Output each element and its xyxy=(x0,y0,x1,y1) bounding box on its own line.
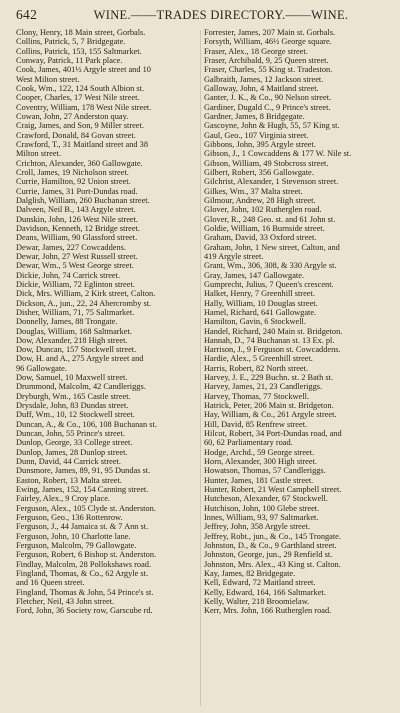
directory-entry xyxy=(16,588,196,597)
directory-entry xyxy=(16,187,196,196)
entry-line: Hamilton, Gavin, 6 Stockwell. xyxy=(204,317,306,327)
entry-line: Johnston, D., & Co., 9 Garthland street. xyxy=(204,541,337,551)
entry-line: Gardiner, Dugald C., 9 Prince's street. xyxy=(204,102,331,112)
directory-entry xyxy=(16,560,196,569)
directory-entry xyxy=(204,560,388,569)
entry-line: Ferguson, Alex., 105 Clyde st. Anderston. xyxy=(16,503,156,513)
entry-line: Dalglish, William, 260 Buchanan street. xyxy=(16,195,150,205)
entry-line: Cowan, John, 27 Anderston quay. xyxy=(16,111,129,121)
entry-line: Fingland, Thomas & John, 54 Prince's st. xyxy=(16,587,154,597)
directory-entry xyxy=(204,289,388,298)
entry-line: Dickson, A., jun., 22, 24 Abercromby st. xyxy=(16,298,152,308)
directory-entry xyxy=(204,466,388,475)
entry-continuation: Milton street. xyxy=(16,149,61,159)
directory-entry xyxy=(16,37,196,46)
directory-entry xyxy=(16,243,196,252)
directory-entry xyxy=(204,345,388,354)
entry-line: Dewar, Wm., 5 West George street. xyxy=(16,261,134,271)
entry-line: Ferguson, Robert, 6 Bishop st. Anderston. xyxy=(16,550,157,560)
entry-line: Horn, Alexander, 300 High street. xyxy=(204,457,317,467)
directory-entry xyxy=(204,280,388,289)
directory-entry xyxy=(204,187,388,196)
directory-entry xyxy=(204,75,388,84)
directory-entry xyxy=(204,448,388,457)
entry-line: Dunlop, James, 28 Dunlop street. xyxy=(16,447,128,457)
entry-line: Coventry, William, 178 West Nile street. xyxy=(16,102,152,112)
directory-entry xyxy=(16,532,196,541)
entry-line: Conway, Patrick, 11 Park place. xyxy=(16,55,123,65)
directory-entry xyxy=(16,261,196,270)
directory-entry xyxy=(204,392,388,401)
entry-line: Hay, William, & Co., 261 Argyle street. xyxy=(204,410,337,420)
entry-line: Fingland, Thomas, & Co., 62 Argyle st. xyxy=(16,569,149,579)
entry-line: Harris, Robert, 82 North street. xyxy=(204,363,309,373)
directory-entry xyxy=(16,299,196,308)
entry-line: Dunskin, John, 126 West Nile street. xyxy=(16,214,139,224)
entry-line: Fairley, Alex., 9 Croy place. xyxy=(16,494,110,504)
directory-entry xyxy=(204,420,388,429)
entry-line: Donnelly, James, 88 Trongate. xyxy=(16,317,118,327)
entry-line: Dalveen, Neil B., 143 Argyle street. xyxy=(16,205,136,215)
entry-line: Gray, James, 147 Gallowgate. xyxy=(204,270,305,280)
directory-entry xyxy=(204,606,388,615)
entry-line: Clony, Henry, 18 Main street, Gorbals. xyxy=(16,28,146,37)
entry-line: Dow, H. and A., 275 Argyle street and xyxy=(16,354,144,364)
directory-entry xyxy=(204,401,388,410)
directory-entry xyxy=(16,410,196,419)
entry-line: Kay, James, 82 Bridgegate. xyxy=(204,569,296,579)
entry-line: Dickie, William, 72 Eglinton street. xyxy=(16,279,135,289)
directory-entry xyxy=(16,317,196,326)
directory-entry xyxy=(16,196,196,205)
entry-line: Hodge, Archd., 59 George street. xyxy=(204,447,315,457)
entry-line: Goldie, William, 16 Burnside street. xyxy=(204,223,325,233)
directory-entry xyxy=(204,504,388,513)
entry-line: Graham, David, 33 Oxford street. xyxy=(204,233,317,243)
directory-entry xyxy=(204,215,388,224)
directory-entry xyxy=(204,103,388,112)
entry-line: Disher, William, 71, 75 Saltmarket. xyxy=(16,307,135,317)
directory-entry xyxy=(204,177,388,186)
directory-entry xyxy=(16,112,196,121)
page-header xyxy=(16,7,388,23)
entry-line: Kell, Edward, 72 Maitland street. xyxy=(204,578,316,588)
entry-line: Forrester, James, 207 Main st. Gorbals. xyxy=(204,28,336,37)
directory-entry xyxy=(16,485,196,494)
entry-line: Gibson, J., 1 Cowcaddens & 177 W. Nile st. xyxy=(204,149,352,159)
entry-line: Gilmour, Andrew, 28 High street. xyxy=(204,195,316,205)
entry-line: Dewar, James, 227 Cowcaddens. xyxy=(16,242,126,252)
entry-line: Collins, Patrick, 5, 7 Bridgegate. xyxy=(16,37,126,47)
entry-line: Duff, Wm., 10, 12 Stockwell street. xyxy=(16,410,135,420)
directory-entry xyxy=(204,494,388,503)
entry-line: Crawford, T., 31 Maitland street and 38 xyxy=(16,139,149,149)
directory-entry xyxy=(16,522,196,531)
entry-line: Fletcher, Neil, 43 John street. xyxy=(16,597,115,607)
directory-entry xyxy=(204,327,388,336)
directory-entry xyxy=(204,196,388,205)
directory-entry xyxy=(204,205,388,214)
entry-line: Hannah, D., 74 Buchanan st. 13 Ex. pl. xyxy=(204,335,335,345)
directory-entry xyxy=(16,354,196,373)
directory-entry xyxy=(204,224,388,233)
entry-line: Kelly, Walter, 218 Broomielaw. xyxy=(204,597,310,607)
directory-entry xyxy=(204,513,388,522)
directory-entry xyxy=(204,354,388,363)
directory-entry xyxy=(204,261,388,270)
directory-entry xyxy=(16,159,196,168)
directory-entry xyxy=(204,47,388,56)
entry-line: Dick, Mrs. William, 2 Kirk street, Calton. xyxy=(16,289,156,299)
entry-line: Galloway, John, 4 Maitland street. xyxy=(204,83,319,93)
entry-line: Galbraith, James, 12 Jackson street. xyxy=(204,74,324,84)
directory-entry xyxy=(204,522,388,531)
directory-entry xyxy=(16,205,196,214)
directory-entry xyxy=(204,541,388,550)
directory-entry xyxy=(204,299,388,308)
directory-entry xyxy=(16,84,196,93)
directory-entry xyxy=(204,597,388,606)
directory-entry xyxy=(16,336,196,345)
directory-entry xyxy=(16,271,196,280)
directory-entry xyxy=(16,327,196,336)
entry-continuation: and 16 Queen street. xyxy=(16,578,85,588)
directory-entry xyxy=(16,168,196,177)
directory-entry xyxy=(16,131,196,140)
entry-line: Cook, James, 401½ Argyle street and 10 xyxy=(16,65,151,75)
directory-entry xyxy=(16,103,196,112)
directory-entry xyxy=(204,93,388,102)
directory-entry xyxy=(16,457,196,466)
entry-line: Gilbert, Robert, 356 Gallowgate. xyxy=(204,167,314,177)
entry-line: Gascoyne, John & Hugh, 55, 57 King st. xyxy=(204,121,340,131)
entry-line: Ewing, James, 152, 154 Canning street. xyxy=(16,485,149,495)
entry-line: Glover, R., 248 Geo. st. and 61 John st. xyxy=(204,214,336,224)
directory-entry xyxy=(204,140,388,149)
directory-entry xyxy=(16,466,196,475)
directory-entry xyxy=(204,336,388,345)
directory-entry xyxy=(204,532,388,541)
entry-line: Gardner, James, 8 Bridgegate. xyxy=(204,111,305,121)
directory-entry xyxy=(204,550,388,559)
entry-line: Dow, Alexander, 218 High street. xyxy=(16,335,128,345)
directory-entry xyxy=(204,578,388,587)
directory-entry xyxy=(16,597,196,606)
directory-entry xyxy=(204,149,388,158)
directory-entry xyxy=(204,317,388,326)
entry-line: Drysdale, John, 83 Dundas street. xyxy=(16,401,129,411)
entry-line: Ferguson, Geo., 136 Rottenrow. xyxy=(16,513,123,523)
entry-line: Innes, William, 93, 97 Saltmarket. xyxy=(204,513,319,523)
directory-entry xyxy=(204,308,388,317)
directory-entry xyxy=(16,476,196,485)
entry-line: Hally, William, 10 Douglas street. xyxy=(204,298,318,308)
directory-entry xyxy=(16,28,196,37)
entry-line: Duncan, A., & Co., 106, 108 Buchanan st. xyxy=(16,419,157,429)
entry-line: Dryburgh, Wm., 165 Castle street. xyxy=(16,391,131,401)
entry-line: Hunter, Robert, 21 West Campbell street. xyxy=(204,485,342,495)
directory-entry xyxy=(204,364,388,373)
running-title: WINE.——TRADES DIRECTORY.——WINE. xyxy=(93,8,349,22)
directory-entry xyxy=(16,140,196,159)
entry-line: Croll, James, 19 Nicholson street. xyxy=(16,167,129,177)
entry-line: Handel, Richard, 240 Main st. Bridgeton. xyxy=(204,326,343,336)
directory-entry xyxy=(204,233,388,242)
directory-entry xyxy=(16,93,196,102)
directory-entry xyxy=(204,410,388,419)
entry-line: Dewar, John, 27 West Russell street. xyxy=(16,251,138,261)
entry-line: Johnston, George, jun., 29 Renfield st. xyxy=(204,550,333,560)
entry-continuation: 96 Gallowgate. xyxy=(16,363,67,373)
directory-entry xyxy=(16,513,196,522)
directory-entry xyxy=(16,541,196,550)
entry-line: Howatson, Thomas, 57 Candleriggs. xyxy=(204,466,326,476)
entry-line: Harvey, J. E., 229 Buchn. st. 2 Bath st. xyxy=(204,373,334,383)
entry-line: Davidson, Kenneth, 12 Bridge street. xyxy=(16,223,140,233)
directory-entry xyxy=(204,168,388,177)
page-number: 642 xyxy=(16,7,38,22)
entry-line: Ganter, J. K., & Co., 90 Nelson street. xyxy=(204,93,332,103)
directory-entry xyxy=(16,345,196,354)
directory-entry xyxy=(16,373,196,382)
entry-line: Findlay, Malcolm, 28 Pollokshaws road. xyxy=(16,559,152,569)
directory-entry xyxy=(204,382,388,391)
entry-line: Hill, David, 85 Renfrew street. xyxy=(204,419,308,429)
entry-line: Ford, John, 36 Society row, Garscube rd. xyxy=(16,606,153,616)
entry-line: Dunlop, George, 33 College street. xyxy=(16,438,133,448)
entry-continuation: 419 Argyle street. xyxy=(204,251,264,261)
entry-line: Hutchison, John, 100 Glebe street. xyxy=(204,503,320,513)
entry-line: Jeffrey, Robt., jun., & Co., 145 Trongate. xyxy=(204,531,341,541)
directory-entry xyxy=(16,382,196,391)
entry-line: Cook, Wm., 122, 124 South Albion st. xyxy=(16,83,145,93)
directory-entry xyxy=(16,224,196,233)
left-column xyxy=(16,28,196,708)
directory-entry xyxy=(16,280,196,289)
directory-entry xyxy=(16,420,196,429)
directory-entry xyxy=(204,28,388,37)
entry-line: Kelly, Edward, 164, 166 Saltmarket. xyxy=(204,587,326,597)
entry-continuation: 60, 62 Parliamentary road. xyxy=(204,438,293,448)
directory-entry xyxy=(204,485,388,494)
entry-line: Douglas, William, 168 Saltmarket. xyxy=(16,326,132,336)
directory-entry xyxy=(204,37,388,46)
directory-entry xyxy=(16,215,196,224)
entry-line: Harrison, J., 9 Ferguson st. Cowcaddens. xyxy=(204,345,341,355)
directory-entry xyxy=(16,252,196,261)
entry-line: Gilkes, Wm., 37 Malta street. xyxy=(204,186,303,196)
entry-line: Ferguson, John, 10 Charlotte lane. xyxy=(16,531,131,541)
entry-line: Drummond, Malcolm, 42 Candleriggs. xyxy=(16,382,146,392)
directory-entry xyxy=(16,438,196,447)
entry-line: Cooper, Charles, 17 West Nile street. xyxy=(16,93,140,103)
directory-entry xyxy=(16,121,196,130)
entry-line: Currie, Hamilton, 92 Union street. xyxy=(16,177,131,187)
entry-line: Forsyth, William, 46½ George square. xyxy=(204,37,332,47)
entry-line: Hardie, Alex., 5 Greenhill street. xyxy=(204,354,313,364)
entry-line: Graham, John, 1 New street, Calton, and xyxy=(204,242,340,252)
directory-entry xyxy=(204,159,388,168)
directory-entry xyxy=(204,429,388,448)
entry-line: Hamel, Richard, 641 Gallowgate. xyxy=(204,307,317,317)
directory-entry xyxy=(204,131,388,140)
directory-entry xyxy=(16,65,196,84)
entry-line: Ferguson, Malcolm, 79 Gallowgate. xyxy=(16,541,137,551)
directory-entry xyxy=(16,56,196,65)
entry-line: Hilcot, Robert, 34 Port-Dundas road, and xyxy=(204,429,342,439)
entry-line: Jeffrey, John, 358 Argyle street. xyxy=(204,522,310,532)
directory-entry xyxy=(204,121,388,130)
entry-line: Gibson, William, 49 Stobcross street. xyxy=(204,158,329,168)
directory-entry xyxy=(204,457,388,466)
entry-line: Gumprecht, Julius, 7 Queen's crescent. xyxy=(204,279,334,289)
entry-line: Gilchrist, Alexander, 1 Stevenson street. xyxy=(204,177,339,187)
directory-entry xyxy=(16,550,196,559)
entry-line: Dow, Duncan, 157 Stockwell street. xyxy=(16,345,137,355)
entry-line: Fraser, Archibald, 9, 25 Queen street. xyxy=(204,55,329,65)
entry-line: Johnston, Mrs. Alex., 43 King st. Calton. xyxy=(204,559,341,569)
directory-entry xyxy=(16,177,196,186)
directory-entry xyxy=(16,429,196,438)
directory-entry xyxy=(204,569,388,578)
directory-entry xyxy=(16,448,196,457)
entry-line: Deans, William, 90 Glassford street. xyxy=(16,233,138,243)
entry-line: Crichton, Alexander, 360 Gallowgate. xyxy=(16,158,143,168)
directory-entry xyxy=(16,606,196,615)
entry-line: Dow, Samuel, 10 Maxwell street. xyxy=(16,373,128,383)
directory-entry xyxy=(16,47,196,56)
entry-line: Craig, James, and Son, 9 Miller street. xyxy=(16,121,144,131)
column-divider xyxy=(200,30,201,706)
directory-entry xyxy=(204,112,388,121)
right-column xyxy=(204,28,388,708)
entry-line: Hatrick, Peter, 206 Main st. Bridgeton. xyxy=(204,401,334,411)
directory-entry xyxy=(204,84,388,93)
entry-line: Glover, John, 102 Rutherglen road. xyxy=(204,205,322,215)
entry-line: Fraser, Alex., 18 George street. xyxy=(204,46,308,56)
directory-entry xyxy=(204,56,388,65)
entry-line: Gibbons, John, 395 Argyle street. xyxy=(204,139,316,149)
entry-line: Gaul, Geo., 107 Virginia street. xyxy=(204,130,309,140)
entry-line: Dunsmore, James, 89, 91, 95 Dundas st. xyxy=(16,466,151,476)
directory-entry xyxy=(16,401,196,410)
directory-entry xyxy=(204,65,388,74)
entry-line: Kerr, Mrs. John, 166 Rutherglen road. xyxy=(204,606,332,616)
directory-entry xyxy=(204,271,388,280)
entry-line: Dunn, David, 44 Carrick street. xyxy=(16,457,121,467)
directory-entry xyxy=(16,308,196,317)
directory-entry xyxy=(204,476,388,485)
entry-line: Ferguson, J., 44 Jamaica st. & 7 Ann st. xyxy=(16,522,149,532)
entry-line: Crawford, Donald, 84 Govan street. xyxy=(16,130,136,140)
entry-line: Duncan, John, 55 Prince's street. xyxy=(16,429,125,439)
entry-line: Harvey, James, 21, 23 Candleriggs. xyxy=(204,382,323,392)
entry-line: Hunter, James, 181 Castle street. xyxy=(204,475,314,485)
directory-entry xyxy=(16,289,196,298)
entry-line: Collins, Patrick, 153, 155 Saltmarket. xyxy=(16,46,142,56)
directory-entry xyxy=(16,569,196,588)
directory-entry xyxy=(204,243,388,262)
entry-continuation: West Milton street. xyxy=(16,74,80,84)
entry-line: Hutcheson, Alexander, 67 Stockwell. xyxy=(204,494,328,504)
entry-line: Grant, Wm., 306, 308, & 330 Argyle st. xyxy=(204,261,337,271)
directory-entry xyxy=(16,392,196,401)
entry-line: Dickie, John, 74 Carrick street. xyxy=(16,270,121,280)
entry-line: Currie, James, 31 Port-Dundas road. xyxy=(16,186,138,196)
directory-entry xyxy=(16,494,196,503)
entry-line: Easton, Robert, 13 Malta street. xyxy=(16,475,122,485)
directory-entry xyxy=(204,588,388,597)
directory-entry xyxy=(16,504,196,513)
entry-line: Fraser, Charles, 55 King st. Tradeston. xyxy=(204,65,333,75)
entry-line: Harvey, Thomas, 77 Stockwell. xyxy=(204,391,309,401)
directory-entry xyxy=(204,373,388,382)
directory-entry xyxy=(16,233,196,242)
entry-line: Halket, Henry, 7 Greenhill street. xyxy=(204,289,315,299)
